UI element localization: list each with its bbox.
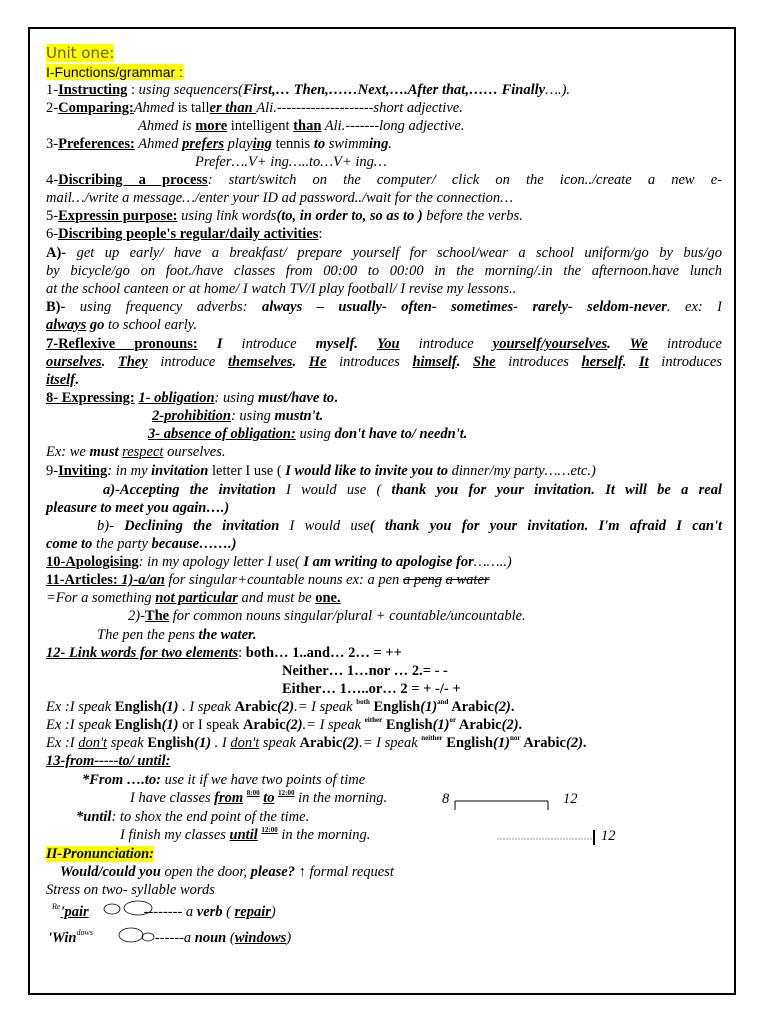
struck-example: a water xyxy=(445,572,490,588)
text xyxy=(358,336,377,352)
section-2-heading xyxy=(46,845,722,863)
line-prohibition xyxy=(152,407,722,425)
to: .to: xyxy=(141,772,161,788)
than: than xyxy=(221,100,257,116)
reflexive: herself xyxy=(581,354,623,370)
text: . I xyxy=(211,735,231,751)
text: introduce xyxy=(222,336,316,352)
formula: = + -/- + xyxy=(407,681,461,697)
declining: Declining the invitation xyxy=(124,518,280,534)
prohibition: 2-prohibition xyxy=(152,408,231,424)
text: introduce xyxy=(399,336,493,352)
label-a: A)- xyxy=(46,245,67,261)
syllable-re: Re xyxy=(52,902,61,911)
sup-nor: nor xyxy=(509,734,521,742)
pronoun: We xyxy=(629,336,648,352)
text: ) xyxy=(286,930,292,946)
line-accepting xyxy=(103,481,722,499)
line-activities-a xyxy=(46,244,722,262)
a-an: 1)-a/an xyxy=(121,572,165,588)
reflexive: themselves xyxy=(228,354,293,370)
line-purpose xyxy=(46,207,722,225)
text: speak xyxy=(259,735,300,751)
sup-or: or xyxy=(449,716,457,724)
text: : in my apology letter I use( xyxy=(138,554,304,570)
text: : xyxy=(238,645,246,661)
english: English xyxy=(442,735,494,751)
sup-either: either xyxy=(364,716,383,724)
text: introduces xyxy=(495,354,582,370)
text: is tall xyxy=(174,100,210,116)
text: . I speak xyxy=(178,699,235,715)
num: 9- xyxy=(46,463,59,479)
text: Stress on two- syllable words xyxy=(46,882,215,898)
text: the water. xyxy=(198,627,257,643)
formula: = ++ xyxy=(369,645,402,661)
line-absence xyxy=(148,425,722,443)
text: . xyxy=(622,354,639,370)
text: 2)- xyxy=(128,608,145,624)
ing: ing xyxy=(252,136,272,152)
link-words: (to, in order to, so as to ) xyxy=(276,208,423,224)
text: tennis xyxy=(271,136,314,152)
please: please? xyxy=(250,864,295,880)
the: The xyxy=(144,608,170,624)
text: and must be xyxy=(237,590,316,606)
index: (2) xyxy=(501,717,519,733)
must: must/have to xyxy=(258,390,335,406)
english: English xyxy=(382,717,433,733)
from: from xyxy=(214,790,244,806)
arabic: Arabic xyxy=(299,735,343,751)
heading-articles: 11-Articles: xyxy=(46,572,122,588)
text: introduces xyxy=(326,354,413,370)
line-articles-the xyxy=(128,607,722,625)
always: always xyxy=(46,317,87,333)
text: Ahmed xyxy=(134,136,183,152)
text: Ex :I speak xyxy=(46,699,115,715)
line-declining-2 xyxy=(46,535,722,553)
than: than xyxy=(293,118,322,134)
text: I finish my classes xyxy=(120,827,230,843)
windows: windows xyxy=(234,930,287,946)
text: or I speak xyxy=(178,717,243,733)
line-reflexive-3 xyxy=(46,371,722,389)
reflexive: yourself/yourselves xyxy=(492,336,608,352)
line-preferences xyxy=(46,135,722,153)
time-12: 12:00 xyxy=(278,789,295,797)
heading-reflexive: 7-Reflexive pronouns: xyxy=(46,336,198,352)
line-until xyxy=(76,808,722,826)
heading-purpose: Expressin purpose: xyxy=(58,208,178,224)
line-activities-b xyxy=(46,298,722,316)
line-process xyxy=(46,171,722,189)
pronoun: They xyxy=(117,354,148,370)
text: : using xyxy=(230,408,275,424)
num: 4- xyxy=(46,172,59,188)
time-12: 12:00 xyxy=(261,826,278,834)
index: (2) xyxy=(493,699,511,715)
text: . xyxy=(334,390,338,406)
text: swimm xyxy=(325,136,370,152)
text: in the morning. xyxy=(277,827,371,843)
text: . xyxy=(510,699,515,715)
text: . xyxy=(75,372,79,388)
num: 1- xyxy=(46,82,59,98)
text: I would use ( xyxy=(275,482,392,498)
line-activities xyxy=(46,225,722,243)
line-comparing-long xyxy=(138,117,722,135)
text: letter I use ( xyxy=(208,463,286,479)
line-activities-a3 xyxy=(46,280,722,298)
absence: 3- absence of obligation: xyxy=(148,426,296,442)
line-neither-nor xyxy=(282,662,722,680)
text: Ahmed is xyxy=(138,118,196,134)
index: (2) xyxy=(285,717,303,733)
text: .= I speak xyxy=(294,699,357,715)
label-b: B)- xyxy=(46,299,66,315)
english: English xyxy=(114,699,162,715)
text: Ex :I speak xyxy=(46,717,115,733)
text: : xyxy=(127,82,139,98)
num: 2- xyxy=(46,100,59,116)
more: more xyxy=(195,118,228,134)
index: (1) xyxy=(194,735,212,751)
index: (1) xyxy=(161,699,179,715)
text: Ex :I xyxy=(46,735,79,751)
line-example-either xyxy=(46,716,722,734)
english: English xyxy=(147,735,195,751)
text: Prefer….V+ ing…..to…V+ ing… xyxy=(195,154,387,170)
line-articles-examples xyxy=(97,626,722,644)
repair: repair xyxy=(234,904,271,920)
index: (1) xyxy=(420,699,438,715)
dont: don't xyxy=(78,735,108,751)
apology-phrase: I am writing to apologise for xyxy=(303,554,474,570)
arabic: Arabic xyxy=(448,699,494,715)
index: (1) xyxy=(493,735,510,751)
line-from-to xyxy=(82,771,722,789)
text: ) xyxy=(270,904,276,920)
text: ------a xyxy=(154,930,195,946)
text: . xyxy=(388,136,392,152)
must: must xyxy=(89,444,119,460)
prefers: prefers xyxy=(182,136,224,152)
heading-activities: Discribing people's regular/daily activities xyxy=(58,226,319,242)
text: : using xyxy=(214,390,259,406)
decline-phrase: ( thank you for your invitation. I'm afraid I can't xyxy=(369,518,722,534)
line-from-to-heading xyxy=(46,752,722,770)
index: (2) xyxy=(342,735,360,751)
line-link-words xyxy=(46,644,722,662)
decline-phrase: because…….) xyxy=(151,536,237,552)
line-reflexive xyxy=(46,335,722,353)
accept-phrase: thank you for your invitation. It will be a real xyxy=(391,482,723,498)
line-reflexive-2 xyxy=(46,353,722,371)
heading-process: Discribing a process xyxy=(58,172,208,188)
text: : in my xyxy=(107,463,152,479)
text: . xyxy=(456,354,474,370)
num: 5- xyxy=(46,208,59,224)
index: (1) xyxy=(161,717,179,733)
dont-have-to: don't have to/ needn't. xyxy=(334,426,468,442)
one: one. xyxy=(315,590,341,606)
stressed-win: 'Win xyxy=(48,930,77,946)
text: mail…/write a message…/enter your ID ad password../wait for the connection… xyxy=(46,190,514,206)
line-stress xyxy=(46,881,722,899)
go: go xyxy=(89,317,105,333)
line-until-example xyxy=(120,826,722,844)
from: *From … xyxy=(82,772,142,788)
timeline-until-end: 12 xyxy=(601,828,616,844)
pronoun: You xyxy=(377,336,400,352)
line-comparing xyxy=(46,99,722,117)
index: (1) xyxy=(432,717,450,733)
sup-both: both xyxy=(356,698,370,706)
dont: don't xyxy=(230,735,260,751)
unit-title xyxy=(46,44,722,62)
text: at the school canteen or at home/ I watch TV/I play football/ I revise my lessons.. xyxy=(46,281,517,297)
text: ….). xyxy=(545,82,571,98)
time-8: 8:00 xyxy=(246,789,260,797)
text: ourselves. xyxy=(163,444,226,460)
sup-and: and xyxy=(437,698,449,706)
timeline-start: 8 xyxy=(442,791,450,807)
heading-from-to: 13-from-----to/ until: xyxy=(46,753,171,769)
text: open the door, xyxy=(160,864,251,880)
line-declining xyxy=(97,517,722,535)
section-2-text: II-Pronunciation: xyxy=(46,846,154,862)
line-articles xyxy=(46,571,722,589)
heading-comparing: Comparing: xyxy=(58,100,134,116)
text: . xyxy=(292,354,309,370)
text: introduce xyxy=(147,354,229,370)
num: 6- xyxy=(46,226,59,242)
invitation: invitation xyxy=(151,463,209,479)
text: using xyxy=(295,426,335,442)
neither-nor: Neither… 1…nor … 2. xyxy=(282,663,423,679)
heading-expressing: 8- Expressing: xyxy=(46,390,135,406)
formula: = - - xyxy=(422,663,448,679)
frequency-adverbs: always – usually- often- sometimes- rarely- seldom-never xyxy=(261,299,667,315)
section-1-text: I-Functions/grammar : xyxy=(46,64,183,80)
verb: verb xyxy=(196,904,223,920)
arabic: Arabic xyxy=(520,735,566,751)
heading-instructing: Instructing xyxy=(58,82,128,98)
decline-phrase: come to xyxy=(46,536,93,552)
line-inviting xyxy=(46,462,722,480)
text: I have classes xyxy=(130,790,215,806)
text: ( xyxy=(222,904,235,920)
timeline-end: 12 xyxy=(563,791,578,807)
text: using link words xyxy=(177,208,277,224)
text: : start/switch on the computer/ click on the icon../create a new e- xyxy=(207,172,722,188)
until: until xyxy=(229,827,258,843)
line-either-or xyxy=(282,680,722,698)
line-example-neither xyxy=(46,734,722,752)
text: ↑ formal request xyxy=(294,864,394,880)
invite-phrase: I would like to invite you to xyxy=(285,463,449,479)
num: 3- xyxy=(46,136,59,152)
line-articles-2 xyxy=(46,589,722,607)
text: b)- xyxy=(97,518,125,534)
line-request xyxy=(60,863,722,881)
text: to school early. xyxy=(104,317,198,333)
ing: ing xyxy=(369,136,389,152)
obligation: 1- obligation xyxy=(138,390,215,406)
text: =For a something xyxy=(46,590,156,606)
text: introduces xyxy=(648,354,722,370)
text: ……..) xyxy=(473,554,512,570)
text: ( xyxy=(226,930,235,946)
text: the party xyxy=(92,536,152,552)
pronoun: She xyxy=(473,354,496,370)
text: for common nouns singular/plural + countable/uncountable. xyxy=(169,608,526,624)
heading-link-words: 12- Link words for two elements xyxy=(46,645,239,661)
line-prefer-pattern xyxy=(195,153,722,171)
reflexive: ourselves xyxy=(46,354,102,370)
struck-example: a peng xyxy=(402,572,442,588)
arabic: Arabic xyxy=(242,717,286,733)
line-example-both xyxy=(46,698,722,716)
line-activities-a2 xyxy=(46,262,722,280)
text: Ex: we xyxy=(46,444,90,460)
reflexive: myself. xyxy=(315,336,358,352)
pronoun: I xyxy=(216,336,223,352)
text: speak xyxy=(107,735,148,751)
arabic: Arabic xyxy=(456,717,502,733)
heading-inviting: Inviting xyxy=(58,463,108,479)
line-instructing xyxy=(46,81,722,99)
text: . xyxy=(582,735,587,751)
heading-apologising: 10-Apologising xyxy=(46,554,139,570)
text: use it if we have two points of time xyxy=(160,772,366,788)
text: by bicycle/go on foot./have classes from 00:00 to 00:00 in the morning/.in the afternoon.have lunch xyxy=(46,263,722,279)
text: I would use xyxy=(279,518,370,534)
text: .= I speak xyxy=(359,735,422,751)
heading-preferences: Preferences: xyxy=(58,136,135,152)
both-and: both… 1..and… 2… xyxy=(245,645,370,661)
line-process-2 xyxy=(46,189,722,207)
text: in the morning. xyxy=(294,790,388,806)
text: dinner/my party……etc.) xyxy=(448,463,596,479)
respect: respect xyxy=(122,444,164,460)
line-from-to-example xyxy=(130,789,722,807)
would-could: Would/could you xyxy=(60,864,161,880)
line-apologising xyxy=(46,553,722,571)
reflexive: himself xyxy=(412,354,457,370)
noun: noun xyxy=(194,930,227,946)
to: to xyxy=(263,790,275,806)
text: : to shox the end point of the time. xyxy=(111,809,310,825)
pronoun: It xyxy=(638,354,649,370)
text: play xyxy=(224,136,253,152)
english: English xyxy=(114,717,162,733)
accepting: a)-Accepting the invitation xyxy=(103,482,276,498)
line-repair xyxy=(52,903,722,921)
text: : xyxy=(318,226,323,242)
stressed-pair: 'pair xyxy=(60,904,89,920)
line-windows xyxy=(48,929,722,947)
index: (2) xyxy=(277,699,295,715)
either-or: Either… 1…..or… 2 xyxy=(282,681,408,697)
reflexive: itself xyxy=(46,372,75,388)
text xyxy=(198,336,217,352)
to: to xyxy=(313,136,326,152)
line-expressing xyxy=(46,389,722,407)
suffix-er: er xyxy=(209,100,222,116)
pronoun: He xyxy=(308,354,327,370)
line-example-must xyxy=(46,443,722,461)
text: . ex: I xyxy=(666,299,723,315)
text: before the verbs. xyxy=(422,208,523,224)
mustnt: mustn't. xyxy=(274,408,324,424)
until: *until xyxy=(76,809,112,825)
text: get up early/ have a breakfast/ prepare yourself for school/wear a school uniform/go by bus/go xyxy=(66,245,722,261)
line-activities-b2 xyxy=(46,316,722,334)
index: (2) xyxy=(565,735,583,751)
not-particular: not particular xyxy=(155,590,238,606)
text: using frequency adverbs: xyxy=(65,299,262,315)
text: The pen xyxy=(97,627,144,643)
english: English xyxy=(369,699,421,715)
text: for singular+countable nouns ex: a pen xyxy=(164,572,403,588)
text: -------- a xyxy=(143,904,197,920)
unit-title-text: Unit one: xyxy=(46,44,115,62)
text: Ali.-------long adjective. xyxy=(321,118,465,134)
arabic: Arabic xyxy=(234,699,278,715)
syllable-dows: dows xyxy=(76,928,93,937)
text: introduce xyxy=(647,336,722,352)
text: . xyxy=(518,717,523,733)
sequencers: First,… Then,……Next,….After that,…… Finally xyxy=(242,82,546,98)
accept-phrase: pleasure to meet you again….) xyxy=(46,500,230,516)
text: . xyxy=(101,354,118,370)
section-1-heading xyxy=(46,63,722,81)
text: the pens xyxy=(143,627,199,643)
text: . xyxy=(607,336,630,352)
line-accepting-2 xyxy=(46,499,722,517)
text: .= I speak xyxy=(302,717,365,733)
text: intelligent xyxy=(227,118,294,134)
text: Ali.--------------------short adjective. xyxy=(256,100,463,116)
text: using sequencers( xyxy=(138,82,243,98)
text: Ahmed xyxy=(133,100,175,116)
sup-neither: neither xyxy=(421,734,443,742)
